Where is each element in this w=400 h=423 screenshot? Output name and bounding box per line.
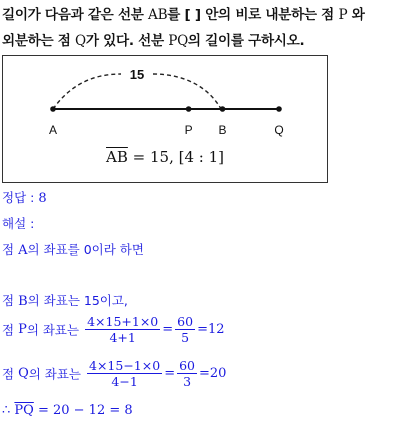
fraction-denominator: 5 [181, 330, 190, 345]
step-text: 의 좌표는 [26, 322, 80, 338]
fraction-denominator: 4−1 [111, 374, 138, 389]
equals-sign: = [164, 366, 176, 381]
step-text: 의 좌표는 [28, 366, 82, 382]
problem-line-2 [2, 28, 398, 54]
step-text: 의 좌표를 0이라 하면 [27, 242, 144, 257]
fraction [85, 314, 160, 345]
point-label-b: B [218, 123, 227, 137]
therefore-symbol: ∴ [2, 403, 15, 418]
point-dot-b [220, 106, 226, 112]
fraction-numerator: 60 [177, 314, 194, 329]
point-label: P [338, 7, 348, 23]
segment-label: AB [148, 7, 168, 23]
caption-segment: $\overline{AB}$ [106, 148, 128, 166]
fraction-denominator: 4+1 [109, 330, 136, 345]
point-label: P [18, 322, 27, 337]
point-dot-a [50, 106, 56, 112]
solution-step-3 [2, 314, 225, 345]
solution-conclusion [2, 403, 133, 418]
point-label: Q [18, 366, 29, 381]
problem-text: 를 [ ] 안의 비로 내분하는 점 [167, 7, 339, 23]
problem-text: 가 있다. 선분 [85, 33, 169, 49]
arc-right [153, 74, 221, 109]
point-label: A [18, 243, 28, 258]
fraction-numerator: 4×15+1×0 [87, 314, 159, 329]
problem-text: 의 길이를 구하시오. [187, 33, 305, 49]
equals-sign: = [162, 322, 174, 337]
problem-text: 외분하는 점 [2, 33, 76, 49]
fraction-denominator: 3 [183, 374, 192, 389]
point-dot-p [186, 106, 192, 112]
problem-text: 길이가 다음과 같은 선분 [2, 7, 149, 23]
point-dot-q [276, 106, 282, 112]
point-label-a: A [48, 123, 58, 137]
fraction [87, 358, 162, 389]
solution-step-1 [2, 240, 144, 258]
solution-step-2 [2, 291, 128, 309]
point-label-q: Q [274, 123, 284, 137]
answer-line [2, 188, 47, 206]
step-text: 점 [2, 293, 19, 308]
solution-step-4 [2, 358, 226, 389]
figure-box [2, 55, 328, 183]
figure-caption [3, 148, 327, 166]
step-text: 점 [2, 322, 19, 338]
point-label: Q [75, 33, 86, 49]
fraction-numerator: 4×15−1×0 [89, 358, 161, 373]
conclusion-values: = 20 − 12 = 8 [33, 403, 133, 418]
problem-line-1 [2, 2, 398, 28]
result: =20 [199, 366, 227, 381]
answer-value: 8 [38, 191, 47, 206]
segment-label: $\overline{PQ}$ [14, 403, 34, 418]
arc-label: 15 [129, 67, 145, 82]
problem-text: 와 [347, 7, 365, 23]
explanation-label: 해설 : [2, 216, 35, 231]
segment-label: PQ [168, 33, 188, 49]
step-text: 점 [2, 242, 19, 257]
answer-label: 정답 : [2, 190, 39, 205]
caption-values: = 15, [4 : 1] [127, 148, 224, 166]
point-label-p: P [184, 123, 193, 137]
point-label: B [18, 294, 28, 309]
result: =12 [197, 322, 225, 337]
fraction [175, 314, 195, 345]
arc-left [53, 74, 121, 109]
problem-statement [2, 2, 398, 54]
fraction-numerator: 60 [179, 358, 195, 373]
fraction [177, 358, 197, 389]
step-text: 점 [2, 366, 19, 382]
step-text: 의 좌표는 15이고, [27, 293, 128, 308]
